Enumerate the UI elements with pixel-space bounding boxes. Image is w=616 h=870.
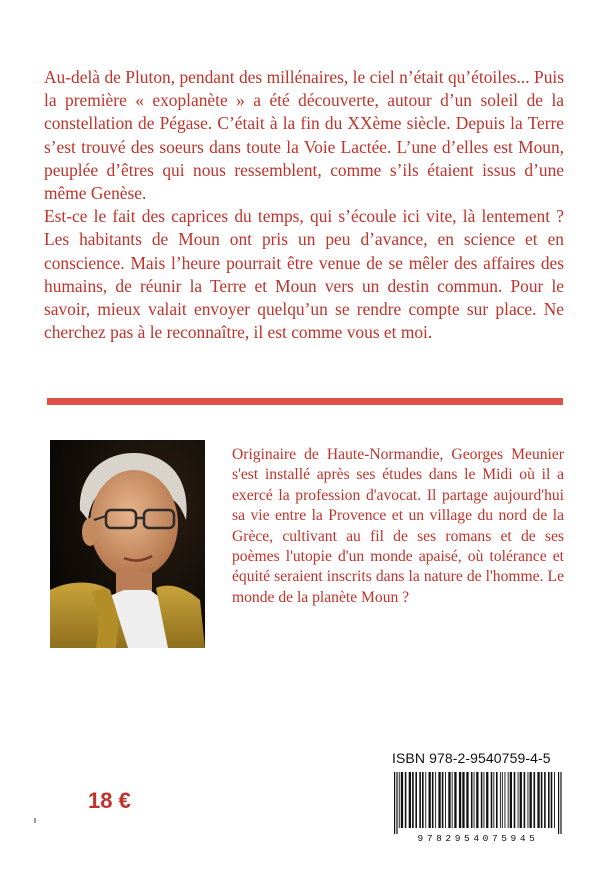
barcode-bar bbox=[554, 772, 555, 828]
isbn-label: ISBN 978-2-9540759-4-5 bbox=[392, 750, 551, 766]
barcode-bar bbox=[544, 772, 546, 828]
barcode-bar bbox=[466, 772, 468, 828]
red-divider-bar bbox=[47, 398, 563, 405]
back-cover-synopsis bbox=[44, 66, 564, 344]
barcode-bar bbox=[537, 772, 539, 828]
barcode-bar bbox=[496, 772, 498, 828]
barcode-bar bbox=[399, 772, 400, 828]
barcode-bar bbox=[459, 772, 461, 828]
barcode-bar bbox=[454, 772, 456, 828]
barcode-bar bbox=[405, 772, 407, 828]
barcode-bar bbox=[435, 772, 436, 828]
barcode-bar bbox=[425, 772, 426, 828]
barcode-bar bbox=[502, 772, 503, 828]
barcode-bar bbox=[396, 772, 397, 834]
barcode-bar bbox=[534, 772, 536, 828]
barcode-bar bbox=[505, 772, 506, 828]
barcode-bar bbox=[419, 772, 421, 828]
barcode-bar bbox=[476, 772, 478, 828]
author-biography: Originaire de Haute-Normandie, Georges Meunier s'est installé après ses études dans le Midi où il a exercé la profession d'avocat. Il partage aujourd'hui sa vie entre la Provence et un village du nord de la Grèce, cultivant au fil de ses romans et de ses poèmes l'utopie d'un monde apaisé, où tolérance et équité seraient inscrits dans la nature de l'homme. Le monde de la planète Moun ? bbox=[232, 446, 564, 606]
print-mark bbox=[34, 818, 36, 823]
barcode-bar bbox=[541, 772, 543, 828]
barcode-bar bbox=[481, 772, 483, 828]
barcode-bar bbox=[442, 772, 444, 828]
barcode-bar bbox=[484, 772, 485, 828]
barcode-digits: 9782954075945 bbox=[417, 833, 539, 844]
barcode-bar bbox=[429, 772, 431, 828]
barcode-bar bbox=[409, 772, 411, 828]
barcode-bar bbox=[493, 772, 494, 828]
isbn-barcode bbox=[392, 772, 564, 834]
barcode-bar bbox=[471, 772, 473, 828]
barcode-bar bbox=[524, 772, 526, 828]
barcode-bar bbox=[548, 772, 550, 828]
barcode-bar bbox=[520, 772, 522, 828]
barcode-bar bbox=[508, 772, 509, 828]
barcode-bar bbox=[438, 772, 440, 828]
barcode-bar bbox=[528, 772, 529, 828]
synopsis-paragraph-2: Est-ce le fait des caprices du temps, qui s’écoule ici vite, là lentement ? Les habitants de Moun ont pris un peu d’avance, en science et en conscience. Mais l’heure pourrait être venue de se mêler des affaires des humains, de réunir la Terre et Moun vers un destin commun. Pour le savoir, mieux valait envoyer quelqu’un se rendre compte sur place. Ne cherchez pas à le reconnaître, il est comme vous et moi. bbox=[44, 206, 564, 343]
barcode-bar bbox=[445, 772, 446, 828]
barcode-bar bbox=[462, 772, 464, 828]
barcode-bar bbox=[486, 772, 488, 828]
barcode-bar bbox=[448, 772, 450, 828]
synopsis-paragraph-1: Au-delà de Pluton, pendant des millénaires, le ciel n’était qu’étoiles... Puis la première « exoplanète » a été découverte, autour d’un soleil de la constellation de Pégase. C’était à la fin du XXème siècle. Depuis la Terre s’est trouvé des soeurs dans toute la Voie Lactée. L’une d’elles est Moun, peuplée d’êtres qui nous ressemblent, comme s’ils étaient issus d’une même Genèse. bbox=[44, 67, 564, 204]
barcode-bar bbox=[401, 772, 403, 828]
barcode-bar bbox=[530, 772, 532, 828]
barcode-bar bbox=[412, 772, 414, 828]
barcode-bar bbox=[560, 772, 561, 834]
barcode-bar bbox=[551, 772, 553, 828]
author-photo bbox=[50, 440, 205, 648]
barcode-bar bbox=[500, 772, 501, 828]
barcode-bar bbox=[491, 772, 493, 828]
barcode-bar bbox=[452, 772, 453, 828]
barcode-bar bbox=[514, 772, 516, 828]
price-label: 18 € bbox=[88, 788, 131, 813]
barcode-bar bbox=[422, 772, 424, 828]
barcode-bar bbox=[394, 772, 395, 834]
barcode-bar bbox=[432, 772, 434, 828]
barcode-bar bbox=[474, 772, 475, 828]
barcode-bar bbox=[558, 772, 559, 834]
barcode-bar bbox=[518, 772, 519, 828]
barcode-bar bbox=[415, 772, 417, 828]
barcode-bar bbox=[510, 772, 512, 828]
